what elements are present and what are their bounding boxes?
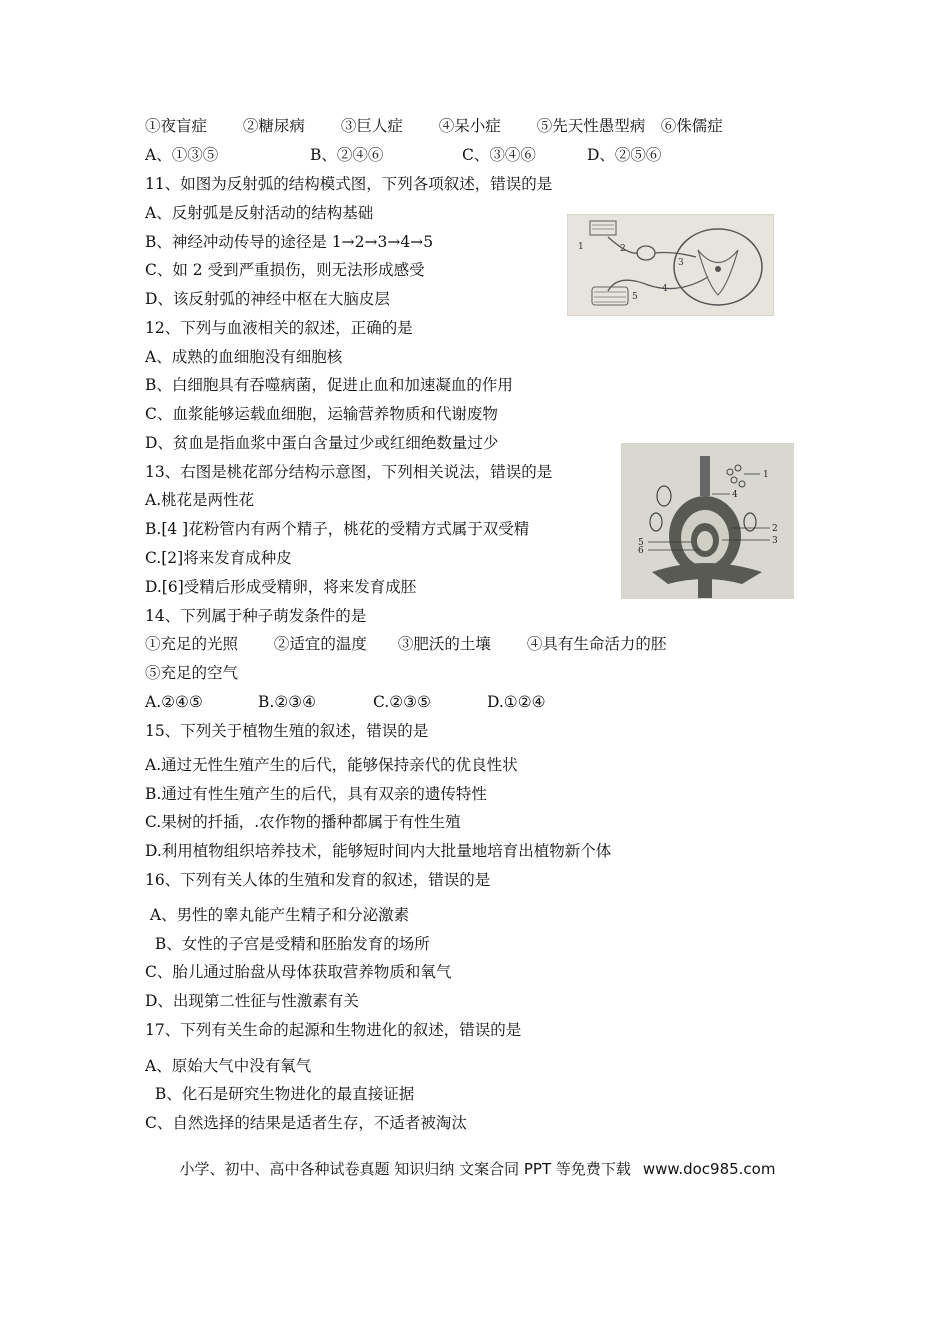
q11-option-d: D、该反射弧的神经中枢在大脑皮层 (145, 290, 390, 308)
fig2-label-5: 5 (638, 538, 644, 548)
q11-option-c: C、如 2 受到严重损伤，则无法形成感受 (145, 261, 425, 279)
q11-option-b: B、神经冲动传导的途径是 1→2→3→4→5 (145, 233, 434, 251)
q16-option-a: A、男性的睾丸能产生精子和分泌激素 (145, 906, 410, 924)
question-14: 14、下列属于种子萌发条件的是 (145, 607, 367, 625)
question-11: 11、如图为反射弧的结构模式图，下列各项叙述，错误的是 (145, 175, 553, 193)
q14-conditions-1: ①充足的光照 ②适宜的温度 ③肥沃的土壤 ④具有生命活力的胚 (145, 635, 667, 653)
q15-option-a: A.通过无性生殖产生的后代，能够保持亲代的优良性状 (145, 756, 518, 774)
fig1-label-5: 5 (632, 292, 638, 302)
fig1-label-3: 3 (678, 258, 684, 268)
q16-option-b: B、女性的子宫是受精和胚胎发育的场所 (145, 935, 430, 953)
question-13: 13、右图是桃花部分结构示意图，下列相关说法，错误的是 (145, 463, 553, 481)
fig1-label-1: 1 (578, 242, 584, 252)
q13-option-b: B.[4 ]花粉管内有两个精子，桃花的受精方式属于双受精 (145, 520, 530, 538)
option-d: D.①②④ (487, 693, 546, 711)
footer-url-link[interactable]: www.doc985.com (642, 1160, 776, 1178)
option-c: C、③④⑥ (462, 146, 536, 164)
page-footer (170, 1140, 775, 1179)
option-b: B、②④⑥ (310, 146, 384, 164)
fig2-label-1: 1 (763, 470, 769, 480)
q15-option-d: D.利用植物组织培养技术，能够短时间内大批量地培育出植物新个体 (145, 842, 612, 860)
q13-option-d: D.[6]受精后形成受精卵，将来发育成胚 (145, 578, 417, 596)
option-c: C.②③⑤ (373, 693, 431, 711)
question-16: 16、下列有关人体的生殖和发育的叙述，错误的是 (145, 871, 491, 889)
footer-text: 小学、初中、高中各种试卷真题 知识归纳 文案合同 PPT 等免费下载 (179, 1160, 631, 1178)
q17-option-c: C、自然选择的结果是适者生存，不适者被淘汰 (145, 1114, 467, 1132)
q15-option-b: B.通过有性生殖产生的后代，具有双亲的遗传特性 (145, 785, 487, 803)
q13-option-a: A.桃花是两性花 (145, 491, 255, 509)
option-d: D、②⑤⑥ (587, 146, 662, 164)
q12-option-d: D、贫血是指血浆中蛋白含量过少或红细绝数量过少 (145, 434, 499, 452)
q12-option-b: B、白细胞具有吞噬病菌，促进止血和加速凝血的作用 (145, 376, 513, 394)
q17-option-b: B、化石是研究生物进化的最直接证据 (145, 1085, 415, 1103)
option-a: A、①③⑤ (145, 146, 219, 164)
fig2-label-2: 2 (772, 524, 778, 534)
reflex-arc-figure (567, 214, 774, 316)
q15-option-c: C.果树的扦插，.农作物的播种都属于有性生殖 (145, 813, 461, 831)
fig1-label-4: 4 (662, 284, 668, 294)
q12-option-a: A、成熟的血细胞没有细胞核 (145, 348, 343, 366)
q16-option-c: C、胎儿通过胎盘从母体获取营养物质和氧气 (145, 963, 452, 981)
q13-option-c: C.[2]将来发育成种皮 (145, 549, 292, 567)
q12-option-c: C、血浆能够运载血细胞，运输营养物质和代谢废物 (145, 405, 498, 423)
peach-flower-figure (621, 443, 794, 599)
option-a: A.②④⑤ (145, 693, 203, 711)
q17-option-a: A、原始大气中没有氧气 (145, 1057, 312, 1075)
fig1-label-2: 2 (620, 244, 626, 254)
q11-option-a: A、反射弧是反射活动的结构基础 (145, 204, 374, 222)
fig2-label-3: 3 (772, 536, 778, 546)
line-diseases: ①夜盲症 ②糖尿病 ③巨人症 ④呆小症 ⑤先天性愚型病 ⑥侏儒症 (145, 117, 723, 135)
q14-conditions-2: ⑤充足的空气 (145, 664, 239, 682)
question-15: 15、下列关于植物生殖的叙述，错误的是 (145, 722, 429, 740)
option-b: B.②③④ (258, 693, 317, 711)
fig2-label-4: 4 (732, 490, 738, 500)
q16-option-d: D、出现第二性征与性激素有关 (145, 992, 359, 1010)
question-17: 17、下列有关生命的起源和生物进化的叙述，错误的是 (145, 1021, 522, 1039)
fig2-label-6: 6 (638, 546, 644, 556)
question-12: 12、下列与血液相关的叙述，正确的是 (145, 319, 413, 337)
